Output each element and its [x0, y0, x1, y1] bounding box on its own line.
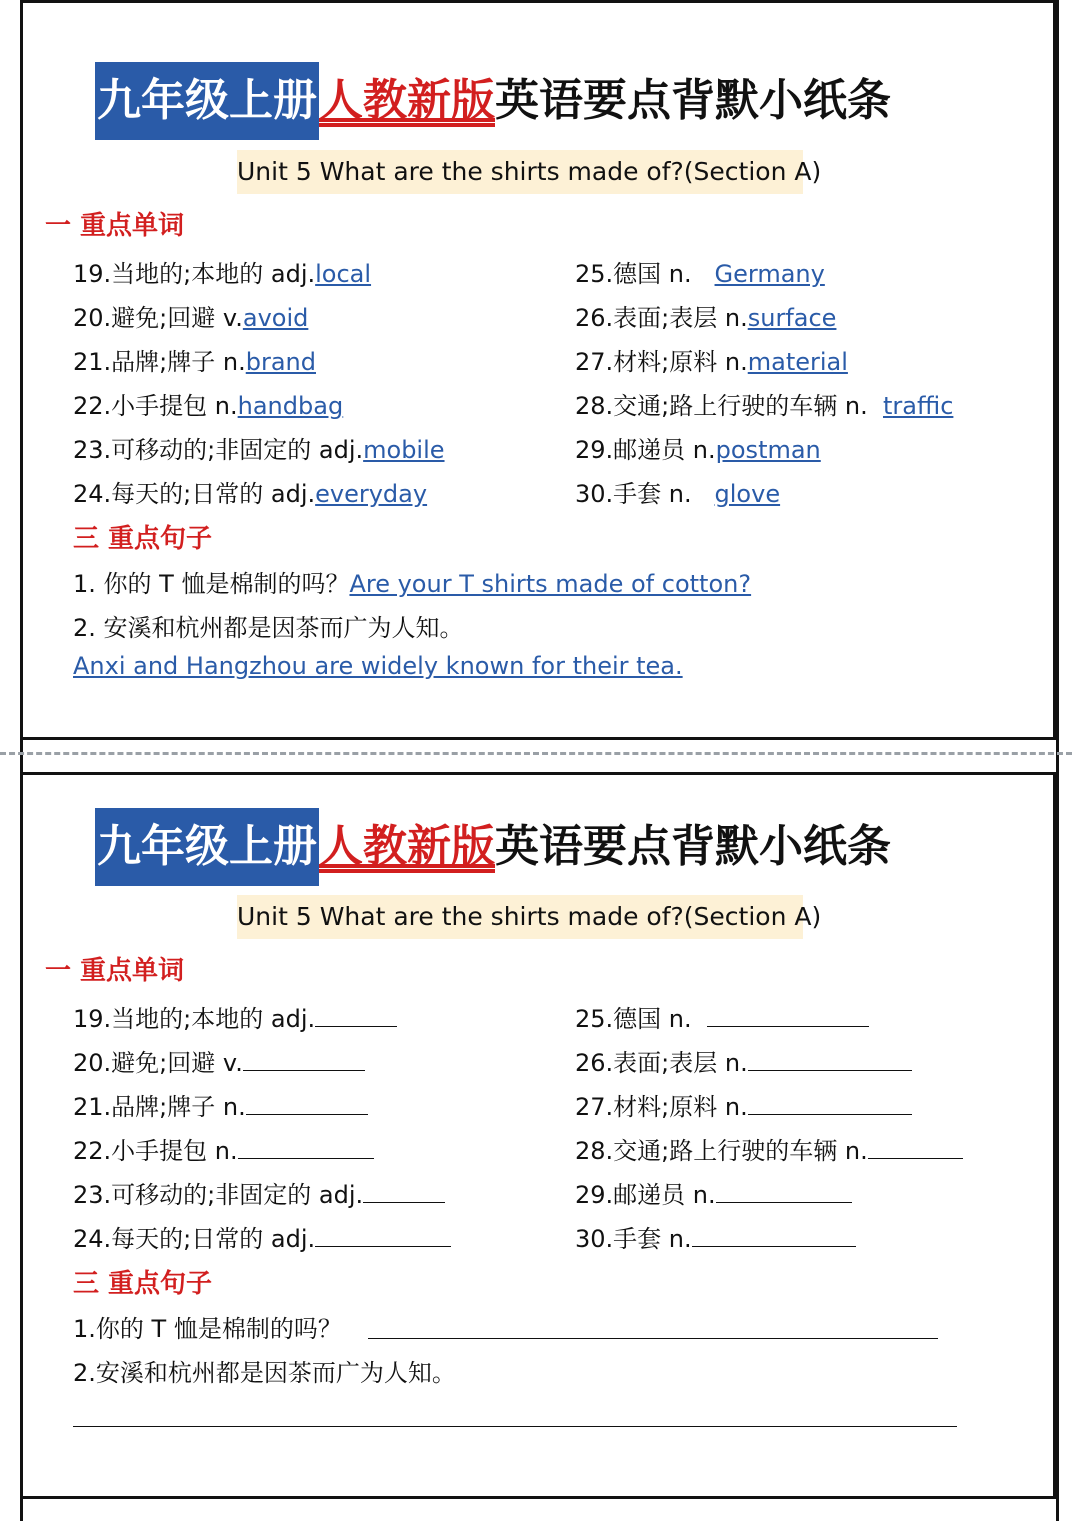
- answer-blank[interactable]: [246, 1090, 368, 1115]
- word-blank-item: 24.每天的;日常的 adj.: [73, 1219, 451, 1254]
- answer-text: material: [747, 348, 848, 376]
- word-item: 27.材料;原料 n.material: [575, 348, 848, 376]
- word-item: 25.德国 n. Germany: [575, 260, 825, 288]
- sentence-answer-line[interactable]: [368, 1338, 938, 1339]
- section-heading-sentences-repeat: 三 重点句子: [73, 1269, 213, 1299]
- word-blank-item: 30.手套 n.: [575, 1219, 856, 1254]
- sentence-item: 2. 安溪和杭州都是因茶而广为人知。: [73, 614, 464, 642]
- answer-blank[interactable]: [243, 1046, 365, 1071]
- answer-text: glove: [714, 480, 781, 508]
- page-title-repeat: [95, 808, 891, 886]
- cut-line-divider: [0, 752, 1072, 755]
- section-heading-words-repeat: 一 重点单词: [45, 956, 185, 986]
- word-blank-item: 25.德国 n.: [575, 999, 869, 1034]
- answer-text: handbag: [237, 392, 344, 420]
- answer-blank[interactable]: [315, 1002, 397, 1027]
- answer-blank[interactable]: [868, 1134, 963, 1159]
- sentence-blank-item: 1.你的 T 恤是棉制的吗？: [73, 1315, 342, 1343]
- answer-blank[interactable]: [238, 1134, 374, 1159]
- sentence-item: 1. 你的 T 恤是棉制的吗？Are your T shirts made of cotton?: [73, 570, 752, 598]
- answer-text: everyday: [315, 480, 428, 508]
- answer-text: avoid: [242, 304, 309, 332]
- answer-text: postman: [715, 436, 821, 464]
- word-blank-item: 23.可移动的;非固定的 adj.: [73, 1175, 445, 1210]
- word-item: 30.手套 n. glove: [575, 480, 781, 508]
- answer-text: brand: [245, 348, 316, 376]
- word-item: 19.当地的;本地的 adj.local: [73, 260, 372, 288]
- page-title: [95, 62, 891, 140]
- word-item: 28.交通;路上行驶的车辆 n. traffic: [575, 392, 954, 420]
- section-heading-words: 一 重点单词: [45, 211, 185, 241]
- answer-text: mobile: [363, 436, 445, 464]
- word-item: 20.避免;回避 v.avoid: [73, 304, 309, 332]
- answer-text: local: [315, 260, 372, 288]
- title-grade: 九年级上册: [95, 62, 319, 140]
- answer-blank[interactable]: [748, 1046, 912, 1071]
- word-item: 23.可移动的;非固定的 adj.mobile: [73, 436, 445, 464]
- word-blank-item: 26.表面;表层 n.: [575, 1043, 912, 1078]
- word-blank-item: 19.当地的;本地的 adj.: [73, 999, 397, 1034]
- word-item: 26.表面;表层 n.surface: [575, 304, 837, 332]
- sentence-blank-item: 2.安溪和杭州都是因茶而广为人知。: [73, 1359, 456, 1387]
- answer-blank[interactable]: [363, 1178, 445, 1203]
- section-heading-sentences: 三 重点句子: [73, 524, 213, 554]
- answer-text: traffic: [883, 392, 954, 420]
- answer-blank[interactable]: [748, 1090, 912, 1115]
- sentence-answer: [73, 652, 683, 680]
- word-item: 21.品牌;牌子 n.brand: [73, 348, 316, 376]
- answer-blank[interactable]: [716, 1178, 852, 1203]
- word-item: 22.小手提包 n.handbag: [73, 392, 344, 420]
- word-blank-item: 28.交通;路上行驶的车辆 n.: [575, 1131, 963, 1166]
- title-edition: 人教新版: [319, 75, 495, 126]
- answer-text: Anxi and Hangzhou are widely known for their tea.: [73, 652, 683, 680]
- answer-text: Germany: [714, 260, 825, 288]
- answer-blank[interactable]: [315, 1222, 451, 1247]
- title-grade: 九年级上册: [95, 808, 319, 886]
- unit-subtitle: Unit 5 What are the shirts made of?(Section A): [237, 150, 803, 194]
- sentence-answer-line[interactable]: [73, 1426, 957, 1427]
- title-subject: 英语要点背默小纸条: [495, 821, 891, 872]
- next-card-edge: [20, 1499, 1059, 1521]
- word-blank-item: 20.避免;回避 v.: [73, 1043, 365, 1078]
- answer-blank[interactable]: [692, 1222, 856, 1247]
- page-border-right: [1056, 0, 1059, 1521]
- word-blank-item: 22.小手提包 n.: [73, 1131, 374, 1166]
- title-subject: 英语要点背默小纸条: [495, 75, 891, 126]
- unit-subtitle-repeat: Unit 5 What are the shirts made of?(Section A): [237, 895, 803, 939]
- answer-text: Are your T shirts made of cotton?: [349, 570, 752, 598]
- word-blank-item: 29.邮递员 n.: [575, 1175, 852, 1210]
- answer-text: surface: [747, 304, 837, 332]
- word-item: 29.邮递员 n.postman: [575, 436, 821, 464]
- word-blank-item: 27.材料;原料 n.: [575, 1087, 912, 1122]
- answer-blank[interactable]: [707, 1002, 869, 1027]
- title-edition: 人教新版: [319, 821, 495, 872]
- word-item: 24.每天的;日常的 adj.everyday: [73, 480, 428, 508]
- word-blank-item: 21.品牌;牌子 n.: [73, 1087, 368, 1122]
